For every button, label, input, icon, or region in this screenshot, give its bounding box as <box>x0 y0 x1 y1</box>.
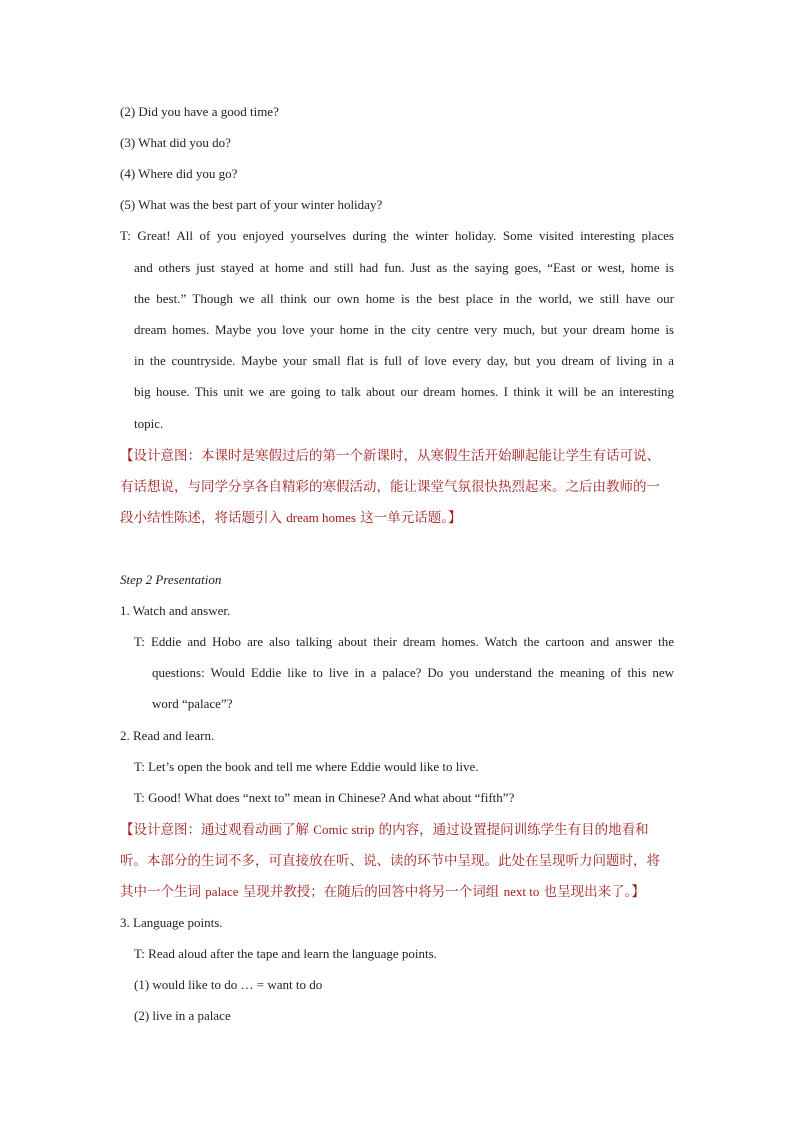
teacher-para-line: topic. <box>134 416 164 431</box>
question-5: (5) What was the best part of your winter holiday? <box>120 197 383 212</box>
language-point: (1) would like to do … = want to do <box>134 977 323 992</box>
section-2-line: T: Good! What does “next to” mean in Chinese? And what about “fifth”? <box>134 790 515 805</box>
question-4: (4) Where did you go? <box>120 166 238 181</box>
section-2-line: T: Let’s open the book and tell me where Eddie would like to live. <box>134 759 479 774</box>
design-note-1-line1: 【设计意图：本课时是寒假过后的第一个新课时，从寒假生活开始聊起能让学生有话可说、 <box>120 448 660 464</box>
teacher-para-line: and others just stayed at home and still had fun. Just as the saying goes, “East or west, home is <box>134 260 674 275</box>
question-3: (3) What did you do? <box>120 135 231 150</box>
section-1-line: word “palace”? <box>152 696 233 711</box>
teacher-para-line: big house. This unit we are going to talk about our dream homes. I think it will be an interesting <box>134 384 674 399</box>
design-note-2-line2: 听。本部分的生词不多，可直接放在听、说、读的环节中呈现。此处在呈现听力问题时，将 <box>120 853 660 869</box>
step-2-title: Step 2 Presentation <box>120 572 222 587</box>
teacher-para-line: dream homes. Maybe you love your home in the city centre very much, but your dream home is <box>134 322 674 337</box>
term-comic-strip: Comic strip <box>313 822 375 837</box>
section-1-line: T: Eddie and Hobo are also talking about their dream homes. Watch the cartoon and answer the <box>134 634 674 649</box>
term-next-to: next to <box>503 884 540 899</box>
design-note-2-line3: 其中一个生词 palace 呈现并教授；在随后的回答中将另一个词组 next to 也呈现出来了。】 <box>120 884 645 900</box>
section-1-heading: 1. Watch and answer. <box>120 603 231 618</box>
question-2: (2) Did you have a good time? <box>120 104 279 119</box>
term-palace: palace <box>205 884 239 899</box>
language-point: (2) live in a palace <box>134 1008 231 1023</box>
teacher-para-line: the best.” Though we all think our own home is the best place in the world, we still have our <box>134 291 674 306</box>
design-note-1-line2: 有话想说，与同学分享各自精彩的寒假活动，能让课堂气氛很快热烈起来。之后由教师的一 <box>120 479 660 495</box>
section-1-line: questions: Would Eddie like to live in a palace? Do you understand the meaning of this new <box>152 665 674 680</box>
teacher-para-line: T: Great! All of you enjoyed yourselves during the winter holiday. Some visited interesting places <box>120 228 674 243</box>
teacher-para-line: in the countryside. Maybe your small flat is full of love every day, but you dream of living in a <box>134 353 674 368</box>
section-3-intro: T: Read aloud after the tape and learn the language points. <box>134 946 437 961</box>
section-3-heading: 3. Language points. <box>120 915 223 930</box>
design-note-1-line3: 段小结性陈述，将话题引入 dream homes 这一单元话题。】 <box>120 510 462 526</box>
section-2-heading: 2. Read and learn. <box>120 728 215 743</box>
design-note-2-line1: 【设计意图：通过观看动画了解 Comic strip 的内容，通过设置提问训练学生有目的地看和 <box>120 822 649 838</box>
term-dream-homes: dream homes <box>286 510 356 525</box>
